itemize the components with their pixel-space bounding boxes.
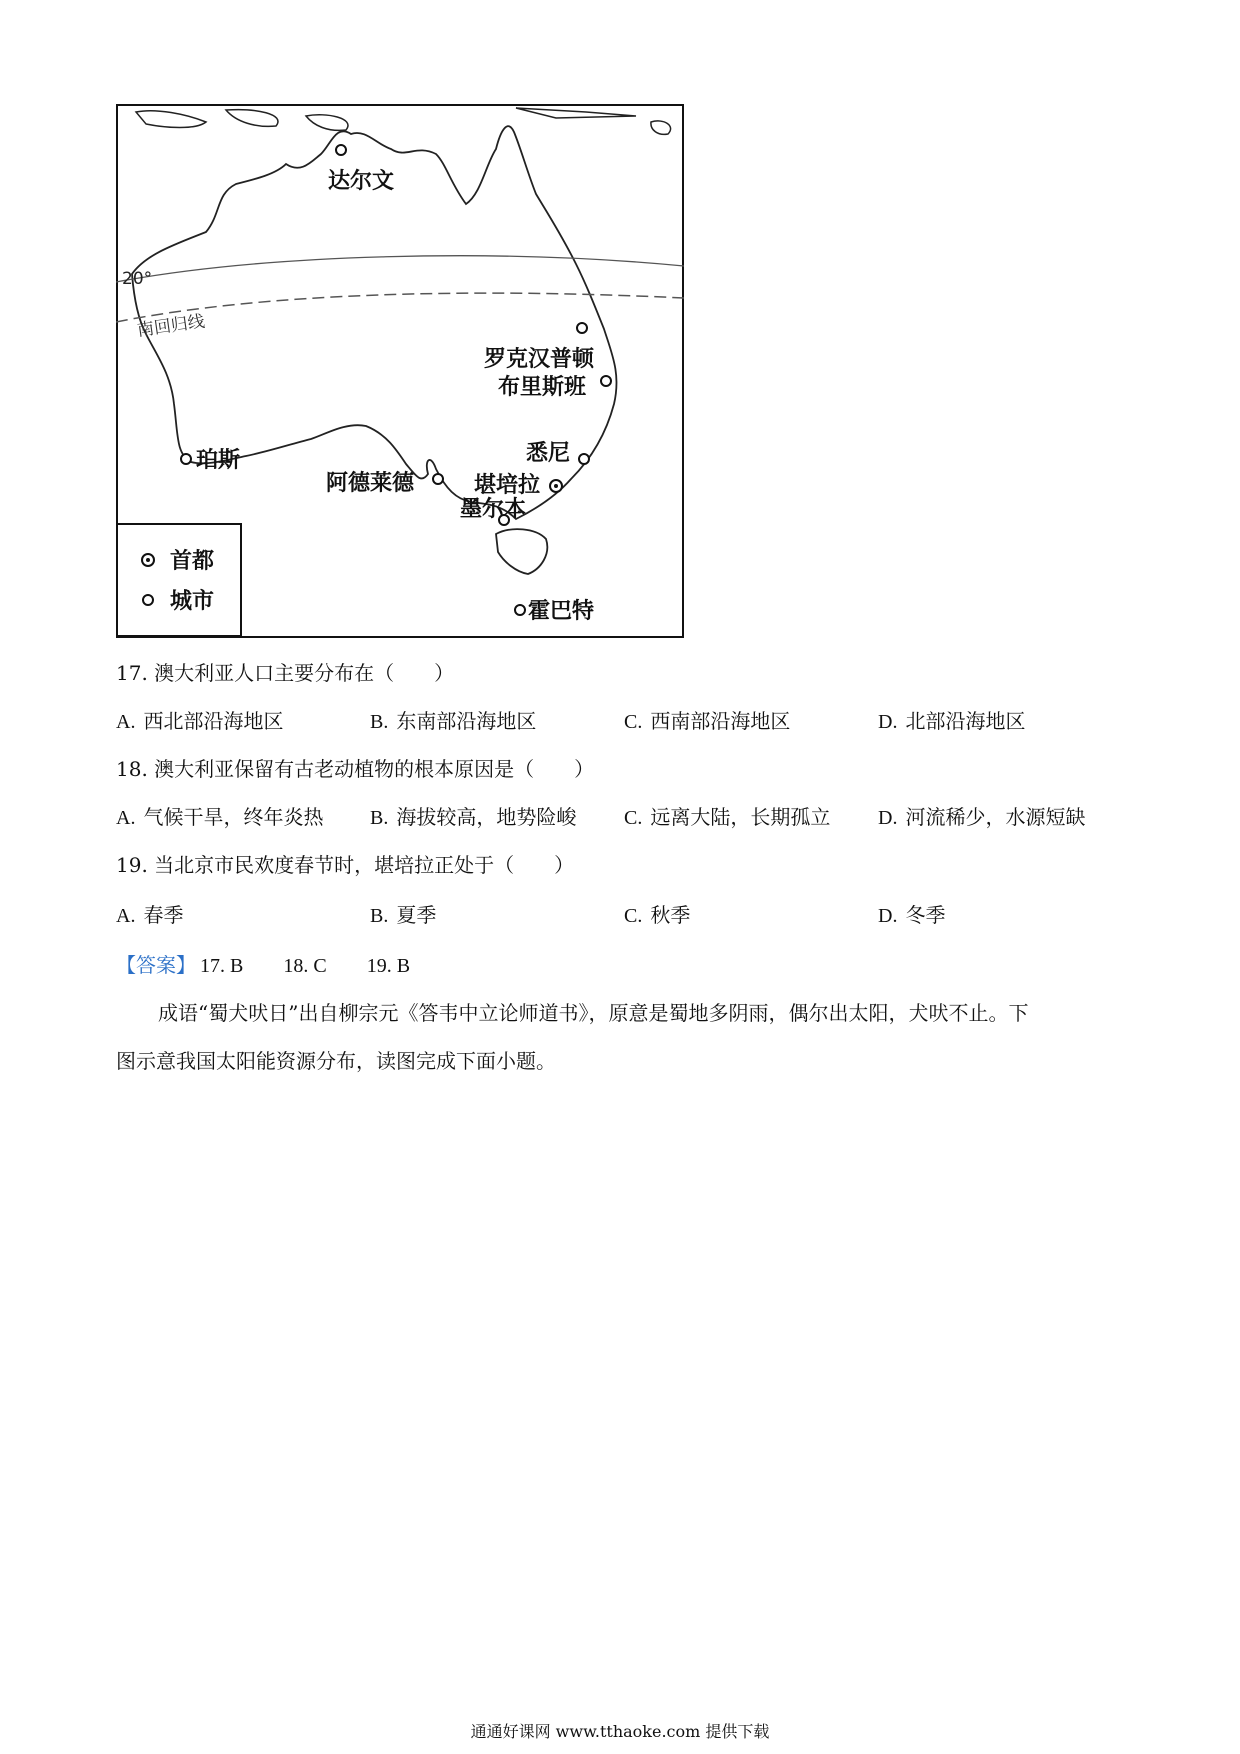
option-letter: B. xyxy=(370,711,389,733)
question-17-stem: 17. 澳大利亚人口主要分布在（ ） xyxy=(116,661,455,685)
question-18-options xyxy=(116,804,1136,830)
option-text: 气候干旱，终年炎热 xyxy=(143,805,324,829)
darwin-label: 达尔文 xyxy=(328,169,395,194)
answer-tag: 【答案】 xyxy=(116,953,196,977)
option-letter: C. xyxy=(624,807,643,829)
map-svg xyxy=(116,104,684,638)
adelaide-label: 阿德莱德 xyxy=(326,471,415,496)
perth-marker xyxy=(181,454,191,464)
option-b xyxy=(370,804,576,831)
option-a xyxy=(116,708,283,735)
option-b xyxy=(370,902,436,929)
option-text: 春季 xyxy=(143,903,184,927)
option-letter: C. xyxy=(624,711,643,733)
option-d xyxy=(878,804,1085,831)
option-text: 夏季 xyxy=(396,903,437,927)
option-letter: B. xyxy=(370,905,389,927)
option-letter: A. xyxy=(116,711,136,733)
canberra-marker-dot xyxy=(554,484,558,488)
hobart-label: 霍巴特 xyxy=(528,599,595,624)
latitude-label: 20° xyxy=(122,269,153,289)
answer-item: 18. C xyxy=(283,955,327,977)
option-letter: A. xyxy=(116,807,136,829)
australia-map xyxy=(116,104,684,638)
question-19-stem: 19. 当北京市民欢度春节时，堪培拉正处于（ ） xyxy=(116,853,575,877)
canberra-label: 堪培拉 xyxy=(474,473,541,498)
option-text: 海拔较高，地势险峻 xyxy=(396,805,577,829)
option-c xyxy=(624,902,690,929)
option-text: 西南部沿海地区 xyxy=(650,709,791,733)
option-a xyxy=(116,902,183,929)
option-d xyxy=(878,708,1025,735)
legend-capital-label: 首都 xyxy=(170,549,215,574)
legend-capital-dot xyxy=(146,558,150,562)
melbourne-label: 墨尔本 xyxy=(460,497,527,522)
brisbane-label: 布里斯班 xyxy=(498,375,587,400)
answer-line xyxy=(116,952,446,979)
page-footer: 通通好课网 www.tthaoke.com 提供下载 xyxy=(470,1722,770,1741)
rockhampton-marker xyxy=(577,323,587,333)
passage-line-1: 成语“蜀犬吠日”出自柳宗元《答韦中立论师道书》，原意是蜀地多阴雨，偶尔出太阳，犬吠不止。下 xyxy=(158,1001,1029,1025)
question-18-stem: 18. 澳大利亚保留有古老动植物的根本原因是（ ） xyxy=(116,757,595,781)
sydney-marker xyxy=(579,454,589,464)
option-c xyxy=(624,804,830,831)
option-a xyxy=(116,804,323,831)
option-letter: D. xyxy=(878,905,898,927)
option-letter: D. xyxy=(878,711,898,733)
perth-label: 珀斯 xyxy=(196,448,241,473)
darwin-marker xyxy=(336,145,346,155)
tropic-label: 南回归线 xyxy=(135,311,207,341)
option-text: 东南部沿海地区 xyxy=(396,709,537,733)
option-letter: B. xyxy=(370,807,389,829)
hobart-marker xyxy=(515,605,525,615)
option-letter: C. xyxy=(624,905,643,927)
brisbane-marker xyxy=(601,376,611,386)
option-text: 西北部沿海地区 xyxy=(143,709,284,733)
question-19-options xyxy=(116,902,1136,928)
option-d xyxy=(878,902,945,929)
sydney-label: 悉尼 xyxy=(526,441,571,466)
option-text: 河流稀少，水源短缺 xyxy=(905,805,1086,829)
question-17-options xyxy=(116,708,1136,734)
legend-city-symbol xyxy=(143,595,153,605)
legend-box xyxy=(117,524,241,636)
option-c xyxy=(624,708,790,735)
option-letter: D. xyxy=(878,807,898,829)
option-text: 北部沿海地区 xyxy=(905,709,1026,733)
rockhampton-label: 罗克汉普顿 xyxy=(484,347,595,372)
answer-item: 17. B xyxy=(200,955,244,977)
option-text: 冬季 xyxy=(905,903,946,927)
passage-line-2: 图示意我国太阳能资源分布，读图完成下面小题。 xyxy=(116,1049,556,1073)
legend-city-label: 城市 xyxy=(170,589,215,614)
answer-item: 19. B xyxy=(366,955,411,977)
adelaide-marker xyxy=(433,474,443,484)
option-text: 秋季 xyxy=(650,903,691,927)
option-text: 远离大陆，长期孤立 xyxy=(650,805,831,829)
option-b xyxy=(370,708,536,735)
option-letter: A. xyxy=(116,905,136,927)
